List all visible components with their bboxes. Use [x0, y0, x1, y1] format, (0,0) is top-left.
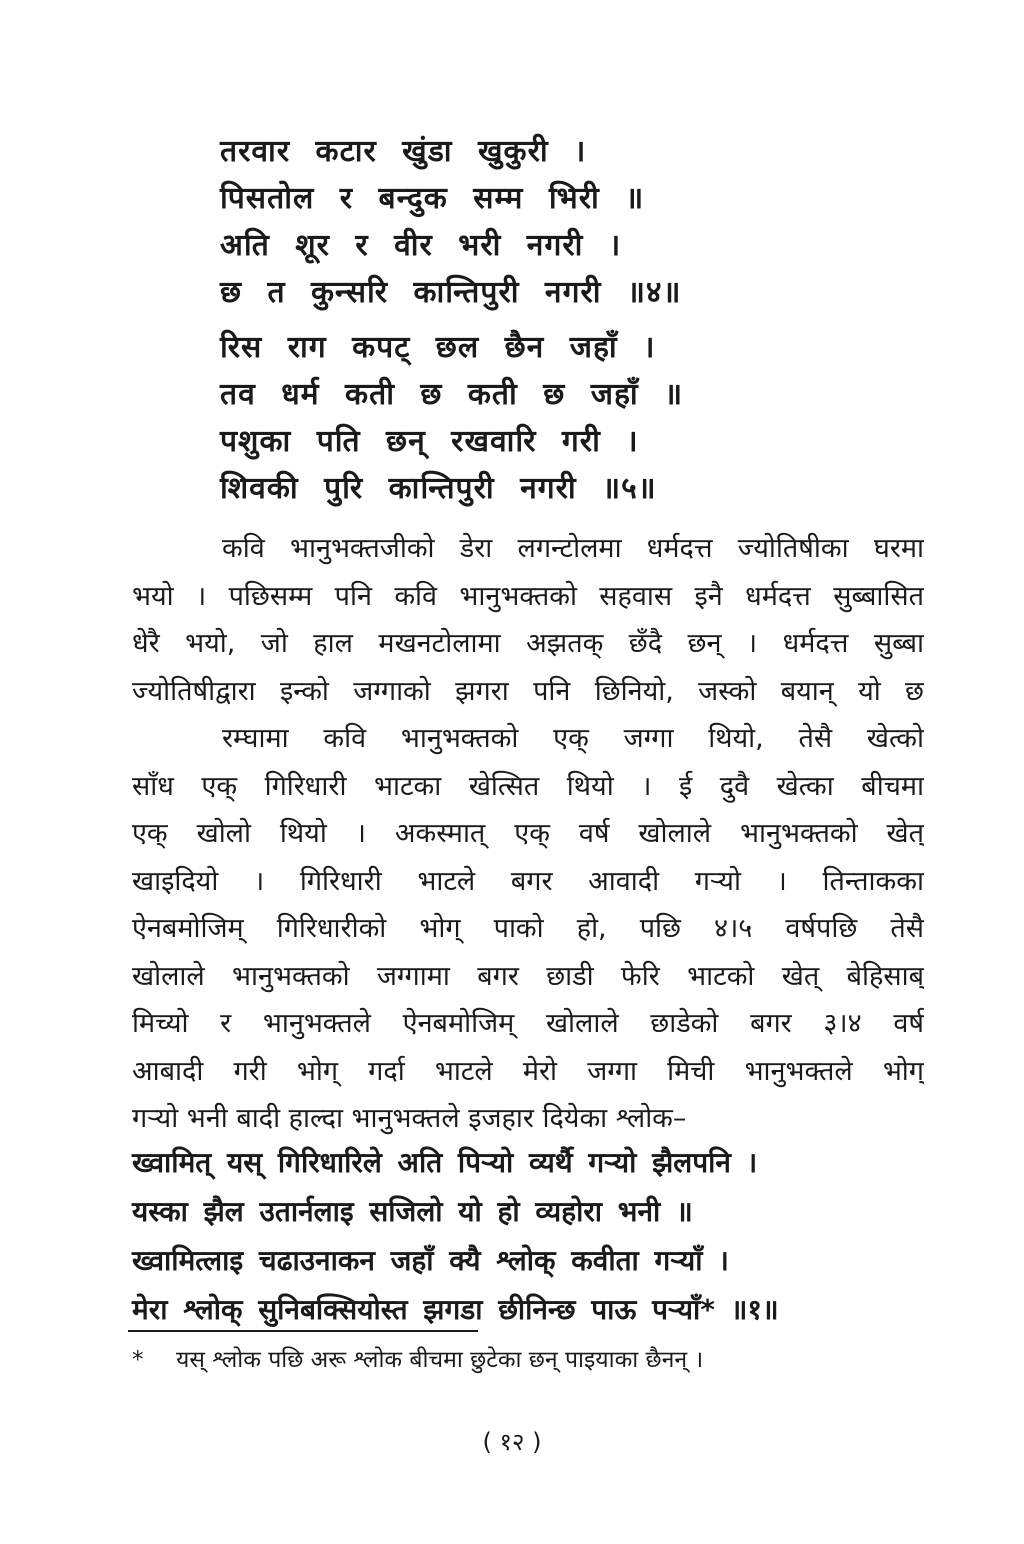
prose-line: मिच्यो र भानुभक्तले ऐनबमोजिम् खोलाले छाडेको बगर ३।४ वर्ष: [132, 1008, 924, 1039]
sloka-line: यस्का झैल उतार्नलाइ सजिलो यो हो व्यहोरा भनी ॥: [132, 1195, 693, 1228]
verse-line: तव धर्म कती छ कती छ जहाँ ॥: [220, 377, 684, 412]
prose-line: कवि भानुभक्तजीको डेरा लगन्टोलमा धर्मदत्त ज्योतिषीका घरमा: [222, 533, 924, 564]
sloka-line: ख्वामित् यस् गिरिधारिले अति पिर्‍यो व्यर्थै गर्‍यो झैलपनि ।: [132, 1146, 758, 1179]
footnote-divider: [128, 1330, 478, 1332]
verse-line: पशुका पति छन् रखवारि गरी ।: [220, 424, 639, 459]
sloka-line: ख्वामित्लाइ चढाउनाकन जहाँ क्यै श्लोक् कवीता गर्‍याँ ।: [132, 1244, 729, 1277]
verse-block: [220, 128, 780, 512]
prose-line: ज्योतिषीद्वारा इन्को जग्गाको झगरा पनि छिनियो, जस्को बयान् यो छ: [132, 675, 924, 707]
prose-line: खोलाले भानुभक्तको जग्गामा बगर छाडी फेरि भाटको खेत् बेहिसाब्: [132, 960, 924, 992]
stanza-gap: [220, 316, 780, 324]
footnote-marker: *: [132, 1347, 144, 1373]
sloka-line: मेरा श्लोक् सुनिबक्सियोस्त झगडा छीनिन्छ पाऊ पर्‍याँ* ॥१॥: [132, 1293, 779, 1326]
prose-body: [132, 525, 924, 1143]
verse-line: तरवार कटार खुंडा खुकुरी ।: [220, 134, 587, 169]
page-number: ( १२ ): [482, 1428, 542, 1456]
prose-line: ऐनबमोजिम् गिरिधारीको भोग् पाको हो, पछि ४।५ वर्षपछि तेसै: [132, 913, 924, 944]
prose-line: धेरै भयो, जो हाल मखनटोलामा अझतक् छँदै छन् । धर्मदत्त सुब्बा: [132, 628, 924, 659]
prose-line: एक् खोलो थियो । अकस्मात् एक् वर्ष खोलाले भानुभक्तको खेत्: [132, 818, 924, 849]
footnote-text: यस् श्लोक पछि अरू श्लोक बीचमा छुटेका छन् पाइयाका छैनन् ।: [176, 1347, 704, 1373]
verse-line: छ त कुन्सरि कान्तिपुरी नगरी ॥४॥: [220, 275, 682, 310]
verse-line: रिस राग कपट् छल छैन जहाँ ।: [220, 330, 656, 365]
prose-line: भयो । पछिसम्म पनि कवि भानुभक्तको सहवास इनै धर्मदत्त सुब्बासित: [132, 580, 924, 612]
footnote: [132, 1340, 922, 1380]
prose-line: खाइदियो । गिरिधारी भाटले बगर आवादी गर्‍यो । तिन्ताकका: [132, 865, 924, 897]
prose-line: साँध एक् गिरिधारी भाटका खेत्सित थियो । ई दुवै खेत्का बीचमा: [132, 770, 924, 802]
prose-line: रम्घामा कवि भानुभक्तको एक् जग्गा थियो, तेसै खेत्को: [222, 723, 924, 754]
sloka-block: [132, 1138, 912, 1334]
verse-line: पिसतोल र बन्दुक सम्म भिरी ॥: [220, 181, 645, 216]
verse-line: शिवकी पुरि कान्तिपुरी नगरी ॥५॥: [220, 471, 657, 506]
prose-line: गर्‍यो भनी बादी हाल्दा भानुभक्तले इजहार दियेका श्लोक–: [132, 1103, 687, 1134]
verse-line: अति शूर र वीर भरी नगरी ।: [220, 228, 622, 263]
prose-line: आबादी गरी भोग् गर्दा भाटले मेरो जग्गा मिची भानुभक्तले भोग्: [132, 1055, 924, 1087]
